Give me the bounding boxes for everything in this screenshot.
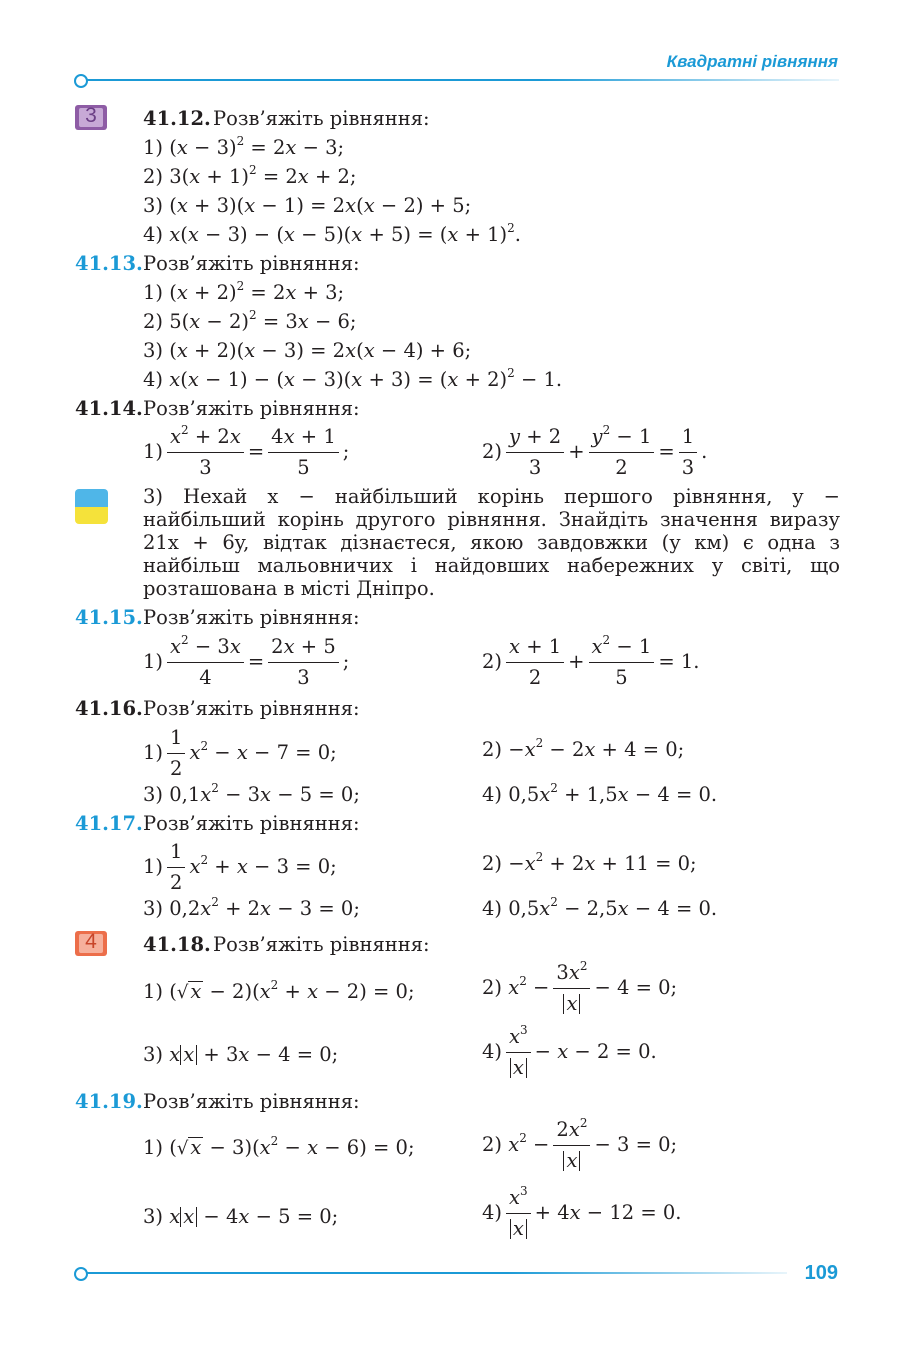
problem-task-41-12: Розв’яжіть рівняння: [213, 107, 430, 130]
footer-rule [87, 1272, 787, 1274]
equation-41-17-2: $2) -x^2 + 2x + 11 = 0$; [482, 850, 697, 875]
problem-task-41-19: Розв’яжіть рівняння: [143, 1090, 360, 1113]
equation-41-15-1: 1) $\frac{x^2 - 3x}{4}$ = $\frac{2x + 5}{3}$ ; [143, 633, 350, 689]
footer-rule-ring [74, 1267, 88, 1281]
problem-number-41-16: 41.16. [75, 697, 143, 720]
equation-41-18-2: 2) $x^2$ − $\frac{3x^2}{x}$ − 4 = 0; [482, 959, 678, 1015]
equation-41-14-2: 2) $\frac{y + 2}{3}$ + $\frac{y^2 - 1}{2}$ = $\frac{1}{3}$ . [482, 423, 708, 479]
problem-task-41-15: Розв’яжіть рівняння: [143, 606, 360, 629]
problem-task-41-14: Розв’яжіть рівняння: [143, 397, 360, 420]
header-rule [87, 79, 839, 81]
equation-41-16-3: 3) $0,1x^2 - 3x - 5 = 0$; [143, 781, 360, 806]
problem-number-41-19: 41.19. [75, 1090, 143, 1113]
problem-number-41-13: 41.13. [75, 252, 143, 275]
problem-number-41-14: 41.14. [75, 397, 143, 420]
problem-41-14-3: 3) Нехай x − найбільший корінь першого рівняння, y − найбільший корінь другого рівняння. Знайдіть значення виразу 21x + 6y, відтак дізнаєтеся, якою завдовжки (у км) є одна з найбільш мальовничих і найдовших набережних у світі, що розташована в місті Дніпро. [143, 485, 840, 600]
equation-41-12-2: 2) $3(x + 1)^2 = 2x + 2$; [143, 163, 357, 188]
problem-number-41-18: 41.18. [143, 933, 211, 956]
equation-41-12-4: 4) $x(x - 3) - (x - 5)(x + 5) = (x + 1)^2$. [143, 221, 521, 246]
equation-41-12-1: 1) $(x - 3)^2 = 2x - 3$; [143, 134, 345, 159]
equation-41-16-2: $2) -x^2 - 2x + 4 = 0$; [482, 736, 685, 761]
equation-41-16-1: 1) $\frac{1}{2}$ $x^2 - x - 7 = 0$; [143, 726, 337, 780]
equation-41-18-1: 1) (√ $x - 2)(x^2 + x - 2) = 0$; [143, 978, 415, 1003]
problem-task-41-17: Розв’яжіть рівняння: [143, 812, 360, 835]
ukraine-flag-icon [75, 489, 108, 524]
running-header: Квадратні рівняння [666, 52, 838, 71]
equation-41-17-1: 1) $\frac{1}{2}$ $x^2 + x - 3 = 0$; [143, 840, 337, 894]
problem-number-41-15: 41.15. [75, 606, 143, 629]
problem-number-41-12: 41.12. [143, 107, 211, 130]
header-rule-ring [74, 74, 88, 88]
equation-41-12-3: 3) (x + 3)(x − 1) = 2x(x − 2) + 5; [143, 194, 472, 217]
problem-number-41-17: 41.17. [75, 812, 143, 835]
level-3-badge: 3 [75, 105, 107, 130]
equation-41-13-2: 2) $5(x - 2)^2 = 3x - 6$; [143, 308, 357, 333]
problem-task-41-13: Розв’яжіть рівняння: [143, 252, 360, 275]
equation-41-13-3: 3) (x + 2)(x − 3) = 2x(x − 4) + 6; [143, 339, 472, 362]
equation-41-16-4: 4) $0,5x^2 + 1,5x - 4 = 0$. [482, 781, 718, 806]
equation-41-18-4: 4) $\frac{x^3}{x}$ − x − 2 = 0. [482, 1023, 657, 1079]
problem-task-41-18: Розв’яжіть рівняння: [213, 933, 430, 956]
equation-41-19-2: 2) $x^2$ − $\frac{2x^2}{x}$ − 3 = 0; [482, 1116, 678, 1172]
equation-41-13-4: 4) $x(x - 1) - (x - 3)(x + 3) = (x + 2)^2 - 1$. [143, 366, 563, 391]
equation-41-19-4: 4) $\frac{x^3}{x}$ + 4x − 12 = 0. [482, 1184, 682, 1240]
page-number: 109 [804, 1262, 838, 1284]
equation-41-14-1: 1) $\frac{x^2 + 2x}{3}$ = $\frac{4x + 1}{5}$ ; [143, 423, 350, 479]
equation-41-19-3: 3) x x − 4x − 5 = 0; [143, 1205, 339, 1228]
level-4-badge: 4 [75, 931, 107, 956]
equation-41-17-3: 3) $0,2x^2 + 2x - 3 = 0$; [143, 895, 360, 920]
equation-41-19-1: 1) (√ $x - 3)(x^2 - x - 6) = 0$; [143, 1134, 415, 1159]
problem-task-41-16: Розв’яжіть рівняння: [143, 697, 360, 720]
equation-41-15-2: 2) $\frac{x + 1}{2}$ + $\frac{x^2 - 1}{5}$ = 1. [482, 633, 700, 689]
equation-41-13-1: 1) $(x + 2)^2 = 2x + 3$; [143, 279, 345, 304]
equation-41-17-4: 4) $0,5x^2 - 2,5x - 4 = 0$. [482, 895, 718, 920]
equation-41-18-3: 3) x x + 3x − 4 = 0; [143, 1043, 339, 1066]
